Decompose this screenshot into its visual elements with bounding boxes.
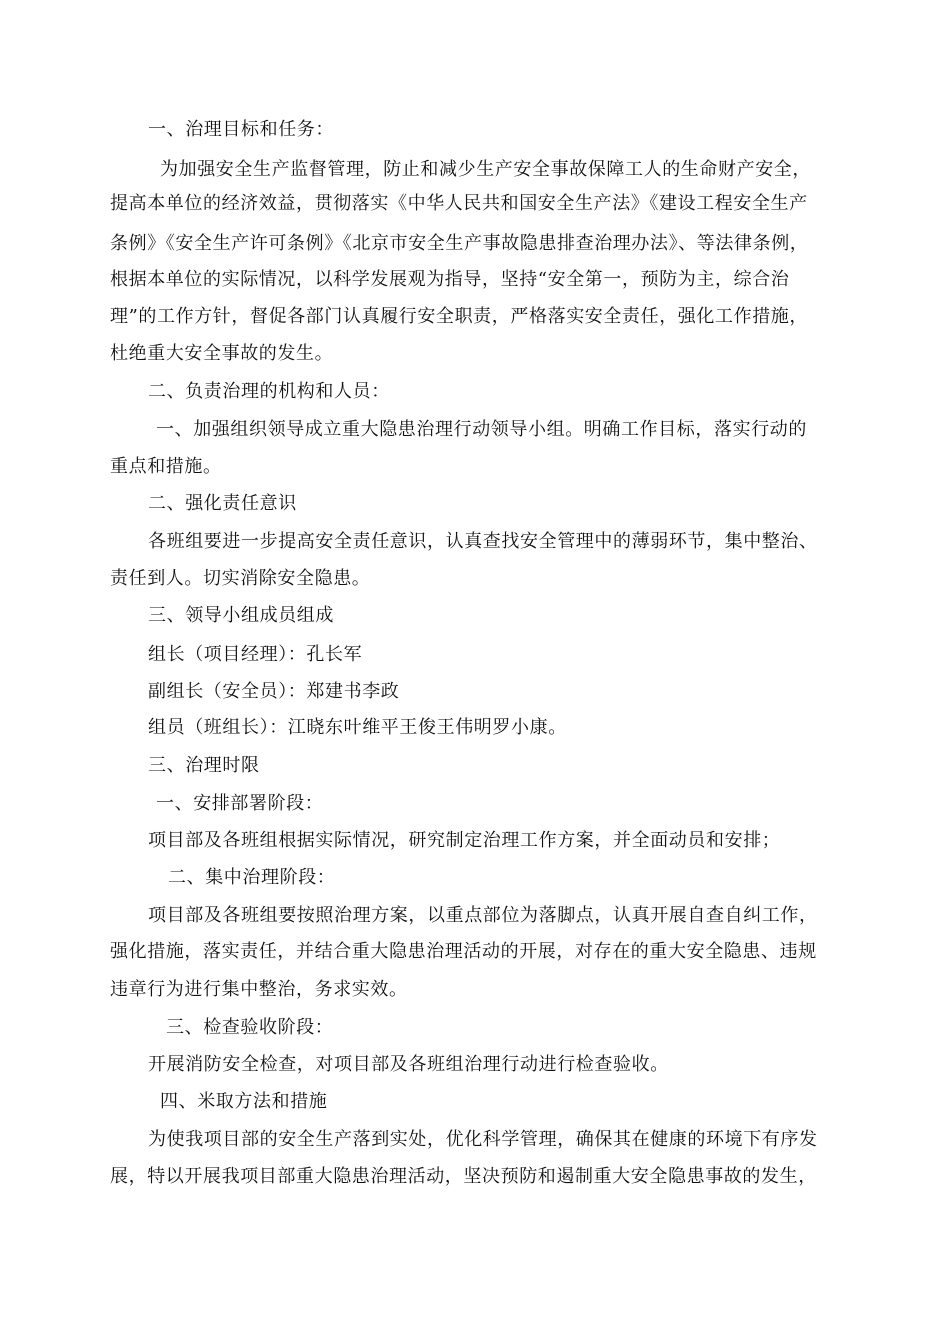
paragraph-line: 开展消防安全检查，对项目部及各班组治理行动进行检查验收。 xyxy=(148,1054,669,1075)
section-heading: 二、负责治理的机构和人员： xyxy=(148,381,390,402)
subsection-heading: 二、集中治理阶段： xyxy=(168,867,336,888)
paragraph-line: 为使我项目部的安全生产落到实处，优化科学管理，确保其在健康的环境下有序发 xyxy=(148,1129,818,1150)
paragraph-line: 责任到人。切实消除安全隐患。 xyxy=(110,568,371,589)
paragraph-line: 重点和措施。 xyxy=(110,456,222,477)
paragraph-line: 条例》《安全生产许可条例》《北京市安全生产事故隐患排查治理办法》、等法律条例， xyxy=(110,233,809,254)
section-heading: 三、治理时限 xyxy=(148,755,260,776)
paragraph-line: 一、加强组织领导成立重大隐患治理行动领导小组。明确工作目标，落实行动的 xyxy=(156,419,807,440)
subsection-heading: 三、领导小组成员组成 xyxy=(148,605,334,626)
paragraph-line: 各班组要进一步提高安全责任意识，认真查找安全管理中的薄弱环节，集中整治、 xyxy=(148,531,818,552)
paragraph-line: 理”的工作方针，督促各部门认真履行安全职责，严格落实安全责任，强化工作措施， xyxy=(110,306,808,327)
paragraph-line: 为加强安全生产监督管理，防止和减少生产安全事故保障工人的生命财产安全， xyxy=(160,159,811,180)
paragraph-line: 杜绝重大安全事故的发生。 xyxy=(110,343,334,364)
member-line: 副组长（安全员）：郑建书李政 xyxy=(148,681,400,702)
subsection-heading: 二、强化责任意识 xyxy=(148,493,297,514)
subsection-heading: 一、安排部署阶段： xyxy=(156,793,324,814)
member-line: 组长（项目经理）：孔长军 xyxy=(148,644,363,665)
subsection-heading: 三、检查验收阶段： xyxy=(166,1017,334,1038)
paragraph-line: 项目部及各班组要按照治理方案，以重点部位为落脚点，认真开展自查自纠工作， xyxy=(148,905,818,926)
paragraph-line: 提高本单位的经济效益，贯彻落实《中华人民共和国安全生产法》《建设工程安全生产 xyxy=(110,193,808,214)
member-line: 组员（班组长）：江晓东叶维平王俊王伟明罗小康。 xyxy=(148,717,567,738)
paragraph-line: 强化措施，落实责任，并结合重大隐患治理活动的开展，对存在的重大安全隐患、违规 xyxy=(110,941,817,962)
paragraph-line: 根据本单位的实际情况，以科学发展观为指导，坚持“安全第一，预防为主，综合治 xyxy=(110,269,790,290)
section-heading: 四、米取方法和措施 xyxy=(160,1091,328,1112)
section-heading: 一、治理目标和任务： xyxy=(148,119,334,140)
paragraph-line: 展，特以开展我项目部重大隐患治理活动，坚决预防和遏制重大安全隐患事故的发生， xyxy=(110,1166,817,1187)
paragraph-line: 违章行为进行集中整治，务求实效。 xyxy=(110,979,408,1000)
paragraph-line: 项目部及各班组根据实际情况，研究制定治理工作方案，并全面动员和安排； xyxy=(148,830,781,851)
